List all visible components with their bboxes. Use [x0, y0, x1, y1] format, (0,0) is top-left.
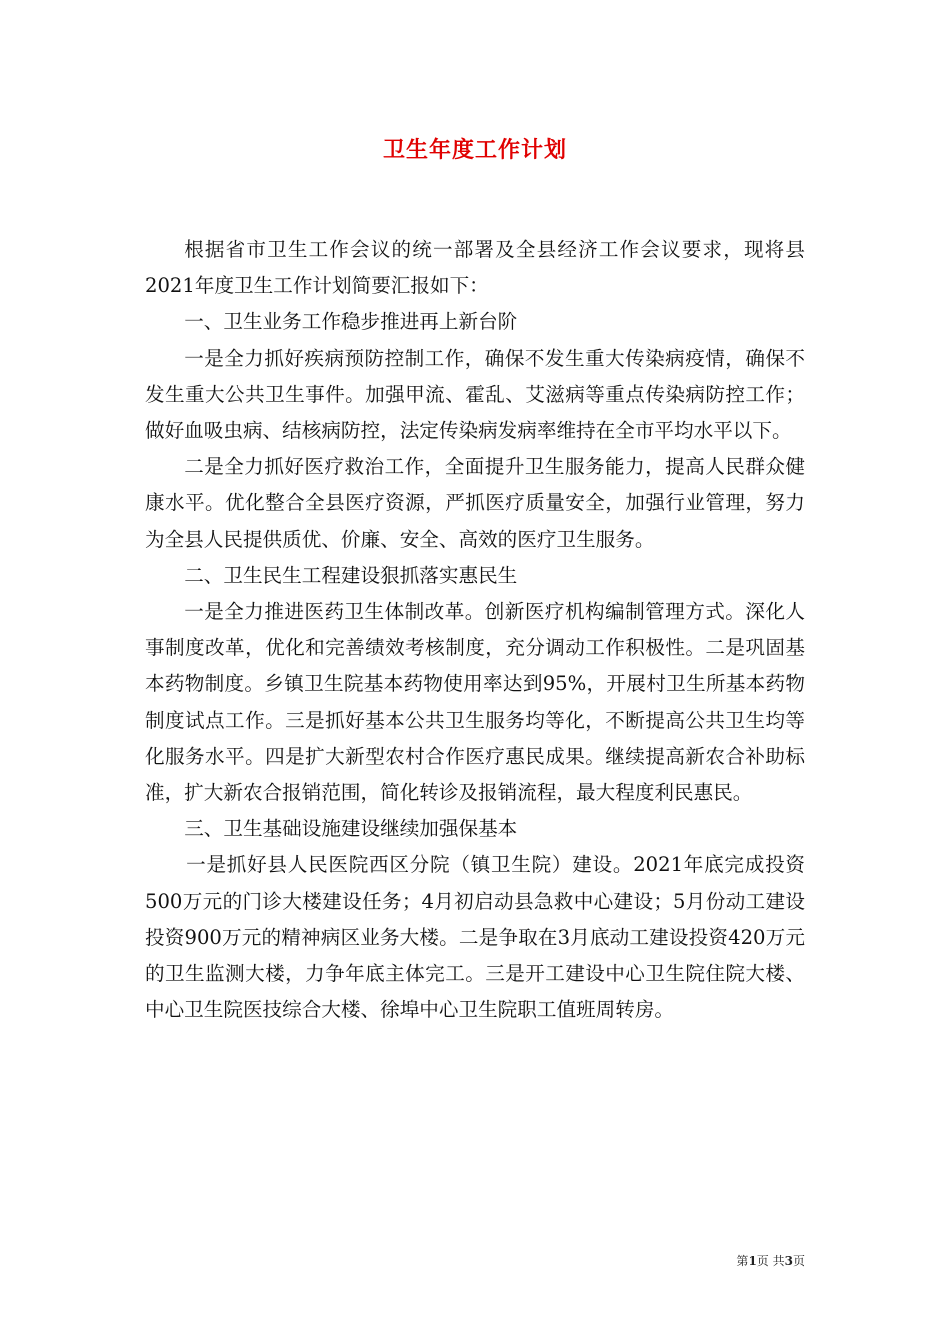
document-body [145, 232, 805, 1028]
footer-prefix: 第 [736, 1254, 749, 1268]
paragraph-medical-treatment: 二是全力抓好医疗救治工作，全面提升卫生服务能力，提高人民群众健康水平。优化整合全县医疗资源，严抓医疗质量安全，加强行业管理，努力为全县人民提供质优、价廉、安全、高效的医疗卫生服务。 [145, 455, 805, 551]
paragraph-intro: 根据省市卫生工作会议的统一部署及全县经济工作会议要求，现将县2021年度卫生工作计划简要汇报如下： [145, 238, 805, 298]
paragraph-disease-control: 一是全力抓好疾病预防控制工作，确保不发生重大传染病疫情，确保不发生重大公共卫生事件。加强甲流、霍乱、艾滋病等重点传染病防控工作；做好血吸虫病、结核病防控，法定传染病发病率维持在全市平均水平以下。 [145, 346, 805, 443]
paragraph-reform: 一是全力推进医药卫生体制改革。创新医疗机构编制管理方式。深化人事制度改革，优化和完善绩效考核制度，充分调动工作积极性。二是巩固基本药物制度。乡镇卫生院基本药物使用率达到95%，开展村卫生所基本药物制度试点工作。三是抓好基本公共卫生服务均等化，不断提高公共卫生均等化服务水平。四是扩大新型农村合作医疗惠民成果。继续提高新农合补助标准，扩大新农合报销范围，简化转诊及报销流程，最大程度利民惠民。 [145, 600, 805, 805]
paragraph-infrastructure: 一是抓好县人民医院西区分院（镇卫生院）建设。2021年底完成投资500万元的门诊大楼建设任务；4月初启动县急救中心建设；5月份动工建设投资900万元的精神病区业务大楼。二是争取在3月底动工建设投资420万元的卫生监测大楼，力争年底主体完工。三是开工建设中心卫生院住院大楼、中心卫生院医技综合大楼、徐埠中心卫生院职工值班周转房。 [145, 853, 805, 1022]
footer-suffix: 页 [792, 1254, 805, 1268]
document-title: 卫生年度工作计划 [382, 137, 567, 163]
footer-current-page: 1 [748, 1254, 757, 1268]
section-heading-3: 三、卫生基础设施建设继续加强保基本 [184, 817, 518, 841]
section-heading-2: 二、卫生民生工程建设狠抓落实惠民生 [184, 563, 518, 587]
section-heading-1: 一、卫生业务工作稳步推进再上新台阶 [184, 310, 518, 334]
footer-total-pages: 3 [784, 1254, 793, 1268]
page-footer [736, 1252, 805, 1269]
footer-middle: 页 共 [756, 1254, 785, 1268]
